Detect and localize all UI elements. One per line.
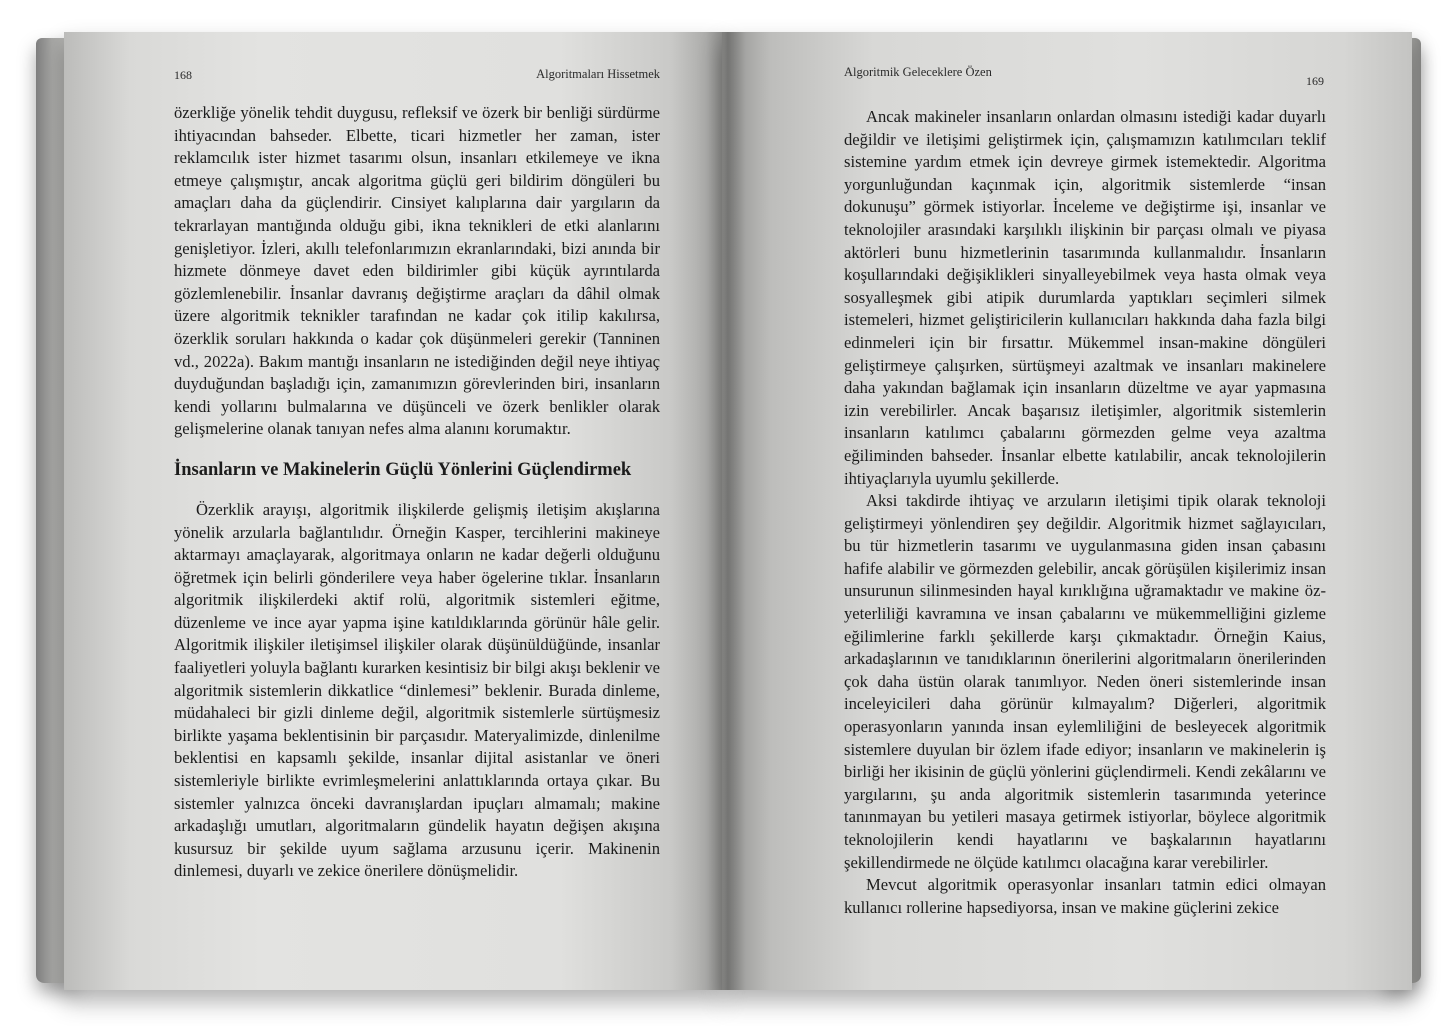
- left-body-text: [174, 102, 660, 883]
- right-page: [722, 32, 1412, 990]
- right-paragraph-2: Aksi takdirde ihtiyaç ve arzuların iletişimi tipik olarak teknoloji geliştirmeyi yönlendiren şey değildir. Algoritmik hizmet sağlayıcıları, bu tür hizmetlerin tasarımı ve uygulanmasına giden insan çabasını hafife alabilir ve görmezden gelebilir, ancak görüşülen kişilerimiz insan unsurunun silinmesinden hayal kırıklığına uğramaktadır ve makine öz-yeterliliği kavramına ve insan çabalarını ve mükemmelliğini gizleme eğilimlerine farklı şekillerde karşı çıkmaktadır. Örneğin Kaius, arkadaşlarının ve tanıdıklarının önerilerini algoritmaların önerilerinden çok daha üstün olarak tanımlıyor. Neden öneri sistemlerinde insan inceleyicileri daha görünür kılmayalım? Diğerleri, algoritmik operasyonların yanında insan eylemliliğini de besleyecek algoritmik sistemlere duyulan bir özlem ifade ediyor; insanların ve makinelerin iş birliği her ikisinin de güçlü yönlerini güçlendirmeli. Kendi zekâlarını ve yargılarını, şu anda algoritmik sistemlerin tasarımında yeterince tanınmayan bu yetileri masaya getirmek istiyorlar, böylece algoritmik teknolojilerin kendi hayatlarını ve başkalarının hayatlarını şekillendirmede ne ölçüde katılımcı olacağına karar verebilirler.: [844, 491, 1326, 872]
- section-heading: İnsanların ve Makinelerin Güçlü Yönlerini Güçlendirmek: [174, 459, 632, 480]
- left-page: [64, 32, 724, 990]
- left-running-head: Algoritmaları Hissetmek: [536, 67, 660, 81]
- right-running-head: Algoritmik Geleceklere Özen: [844, 65, 992, 79]
- right-paragraph-1: Ancak makineler insanların onlardan olmasını istediği kadar duyarlı değildir ve iletişimi geliştirmek için, çalışmamızın katılımcıları teklif sistemine yardım etmek için devreye girmek istemektedir. Algoritma yorgunluğundan kaçınmak için, algoritmik sistemlerde “insan dokunuşu” görmek istiyorlar. İnceleme ve değiştirme işi, insanlar ve teknolojiler arasındaki karşılıklı ilişkinin bir parçası olmalı ve piyasa aktörleri bunu hizmetlerinin tasarımında kullanmalıdır. İnsanların koşullarındaki değişiklikleri sinyalleyebilmek veya hasta olmak veya sosyalleşmek gibi atipik durumlarda yaptıkları seçimleri silmek istemeleri, hizmet geliştiricilerin kullanıcıları hakkında daha fazla bilgi edinmeleri için bir fırsattır. Mükemmel insan-makine döngüleri geliştirmeye çalışırken, sürtüşmeyi azaltmak ve insanları makinelere daha yakından bağlamak için insanların düzeltme ve ayar yapmasına izin verebilirler. Ancak başarısız iletişimler, algoritmik sistemlerin insanların katılımcı çabalarını görmezden gelme veya azaltma eğiliminden bahseder. İnsanlar elbette katılabilir, ancak teknolojilerin ihtiyaçlarıyla uyumlu şekillerde.: [844, 107, 1326, 488]
- right-paragraph-3: Mevcut algoritmik operasyonlar insanları tatmin edici olmayan kullanıcı rollerine hapsediyorsa, insan ve makine güçlerini zekice: [844, 875, 1326, 917]
- right-page-number: 169: [1306, 74, 1324, 88]
- left-paragraph-2: Özerklik arayışı, algoritmik ilişkilerde gelişmiş iletişim akışlarına yönelik arzularla bağlantılıdır. Örneğin Kasper, tercihlerini makineye aktarmayı amaçlayarak, algoritmaya onların ne kadar değerli olduğunu öğretmek için belirli gönderilere veya haber ögelerine tıklar. İnsanların algoritmik ilişkilerdeki aktif rolü, algoritmik sistemleri eğitme, düzenleme ve ince ayar yapma işine katıldıklarında görünür hâle gelir. Algoritmik ilişkiler iletişimsel ilişkiler olarak düşünüldüğünde, insanlar faaliyetleri yoluyla bağlantı kurarken kesintisiz bir bilgi akışı beklenir ve algoritmik sistemlerin dikkatlice “dinlemesi” beklenir. Burada dinleme, müdahaleci bir gizli dinleme değil, algoritmik sistemlerle sürtüşmesiz birlikte yaşama beklentisinin bir parçasıdır. Materyalimizde, dinlenilme beklentisi en kapsamlı şekilde, insanlar dijital asistanlar ve öneri sistemleriyle birlikte evrimleşmelerini anlattıklarında ortaya çıkar. Bu sistemler yalnızca önceki davranışlardan ipuçları almamalı; makine arkadaşlığı umutları, algoritmaların gündelik hayatın değişen akışına kusursuz bir şekilde uyum sağlama arzusunu içerir. Makinenin dinlemesi, duyarlı ve zekice önerilere dönüşmelidir.: [174, 499, 660, 881]
- left-page-number: 168: [174, 68, 192, 82]
- left-paragraph-1: özerkliğe yönelik tehdit duygusu, refleksif ve özerk bir benliği sürdürme ihtiyacından bahseder. Elbette, ticari hizmetler her zaman, ister reklamcılık ister hizmet tasarımı olsun, insanları etkilemeye ve ikna etmeye çalışmıştır, ancak algoritma güçlü geri bildirim döngüleri bu amaçları daha da güçlendirir. Cinsiyet kalıplarına dair yargıların da tekrarlayan mantığında olduğu gibi, ikna teknikleri de etki alanlarını genişletiyor. İzleri, akıllı telefonlarımızın ekranlarındaki, bizi anında bir hizmete dönmeye davet eden bildirimler gibi küçük ayrıntılarda gözlemlenebilir. İnsanlar davranış değiştirme araçları da dâhil olmak üzere algoritmik teknikler tarafından ne kadar çok itilip kakılırsa, özerklik soruları hakkında o kadar çok düşünmeleri gerekir (Tanninen vd., 2022a). Bakım mantığı insanların ne istediğinden değil neye ihtiyaç duyduğundan başladığı için, zamanımızın görevlerinden biri, insanların kendi yollarını bulmalarına ve düşünceli ve özerk benlikler olarak gelişmelerine olanak tanıyan nefes alma alanını korumaktır.: [174, 103, 660, 439]
- right-body-text: [844, 106, 1326, 919]
